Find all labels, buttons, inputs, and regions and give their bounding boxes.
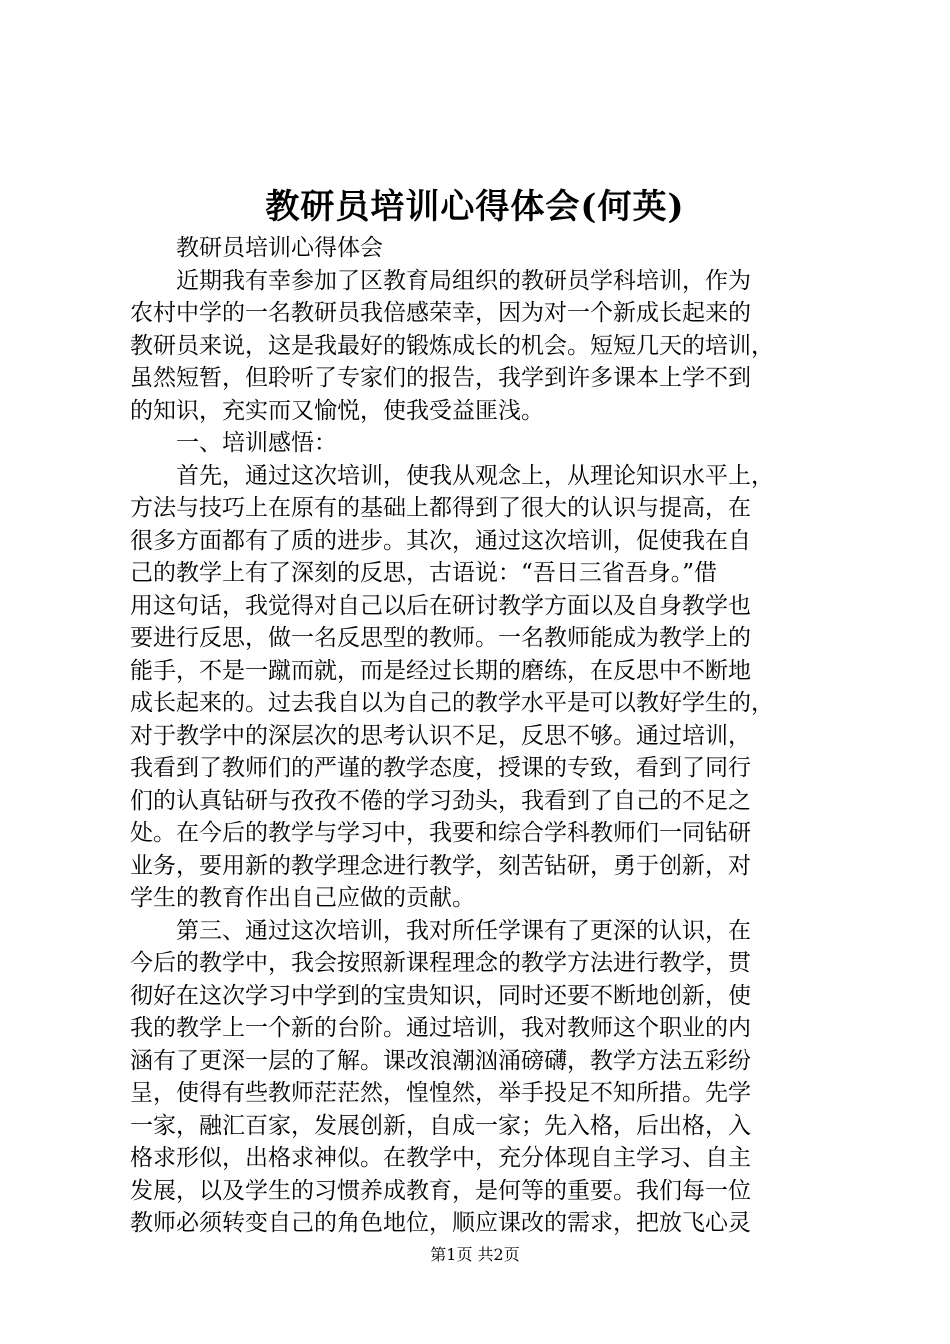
text-line: 业务，要用新的教学理念进行教学，刻苦钻研，勇于创新，对 — [130, 852, 751, 879]
text-line: 一、培训感悟： — [130, 430, 337, 456]
text-line: 呈，使得有些教师茫茫然，惶惶然，举手投足不知所措。先学 — [130, 1080, 751, 1106]
text-line: 处。在今后的教学与学习中，我要和综合学科教师们一同钻研 — [130, 820, 751, 846]
text-line: 学生的教育作出自己应做的贡献。 — [130, 885, 475, 911]
text-line: 教研员培训心得体会 — [130, 235, 383, 261]
text-line: 涵有了更深一层的了解。课改浪潮汹涌磅礴，教学方法五彩纷 — [130, 1047, 751, 1074]
text-line: 要进行反思，做一名反思型的教师。一名教师能成为教学上的 — [130, 625, 751, 651]
text-line: 我看到了教师们的严谨的教学态度，授课的专致，看到了同行 — [130, 755, 751, 781]
text-line: 我的教学上一个新的台阶。通过培训，我对教师这个职业的内 — [130, 1015, 751, 1041]
text-line: 格求形似，出格求神似。在教学中，充分体现自主学习、自主 — [130, 1145, 751, 1171]
text-line: 对于教学中的深层次的思考认识不足，反思不够。通过培训， — [130, 722, 751, 749]
text-line: 方法与技巧上在原有的基础上都得到了很大的认识与提高，在 — [130, 495, 751, 521]
document-title: 教研员培训心得体会(何英) — [265, 187, 685, 227]
text-line: 成长起来的。过去我自以为自己的教学水平是可以教好学生的， — [130, 690, 774, 716]
text-line: 彻好在这次学习中学到的宝贵知识，同时还要不断地创新，使 — [130, 982, 751, 1009]
text-line: 发展，以及学生的习惯养成教育，是何等的重要。我们每一位 — [130, 1177, 751, 1204]
text-line: 己的教学上有了深刻的反思，古语说：“吾日三省吾身。”借 — [130, 560, 718, 586]
text-line: 近期我有幸参加了区教育局组织的教研员学科培训，作为 — [130, 267, 751, 294]
text-line: 今后的教学中，我会按照新课程理念的教学方法进行教学，贯 — [130, 950, 751, 976]
text-line: 能手，不是一蹴而就，而是经过长期的磨练，在反思中不断地 — [130, 657, 751, 684]
text-line: 教师必须转变自己的角色地位，顺应课改的需求，把放飞心灵 — [130, 1210, 751, 1236]
page-footer: 第1页 共2页 — [430, 1245, 520, 1264]
text-line: 一家，融汇百家，发展创新，自成一家；先入格，后出格，入 — [130, 1112, 751, 1139]
text-line: 第三、通过这次培训，我对所任学课有了更深的认识，在 — [130, 917, 751, 944]
text-line: 用这句话，我觉得对自己以后在研讨教学方面以及自身教学也 — [130, 592, 751, 619]
text-line: 教研员来说，这是我最好的锻炼成长的机会。短短几天的培训， — [130, 332, 774, 359]
text-line: 首先，通过这次培训，使我从观念上，从理论知识水平上， — [130, 462, 774, 489]
document-body — [130, 232, 835, 1240]
text-line: 虽然短暂，但聆听了专家们的报告，我学到许多课本上学不到 — [130, 365, 751, 391]
text-line: 们的认真钻研与孜孜不倦的学习劲头，我看到了自己的不足之 — [130, 787, 751, 814]
text-line: 很多方面都有了质的进步。其次，通过这次培训，促使我在自 — [130, 527, 751, 554]
text-line: 的知识，充实而又愉悦，使我受益匪浅。 — [130, 397, 544, 424]
text-line: 农村中学的一名教研员我倍感荣幸，因为对一个新成长起来的 — [130, 300, 751, 326]
